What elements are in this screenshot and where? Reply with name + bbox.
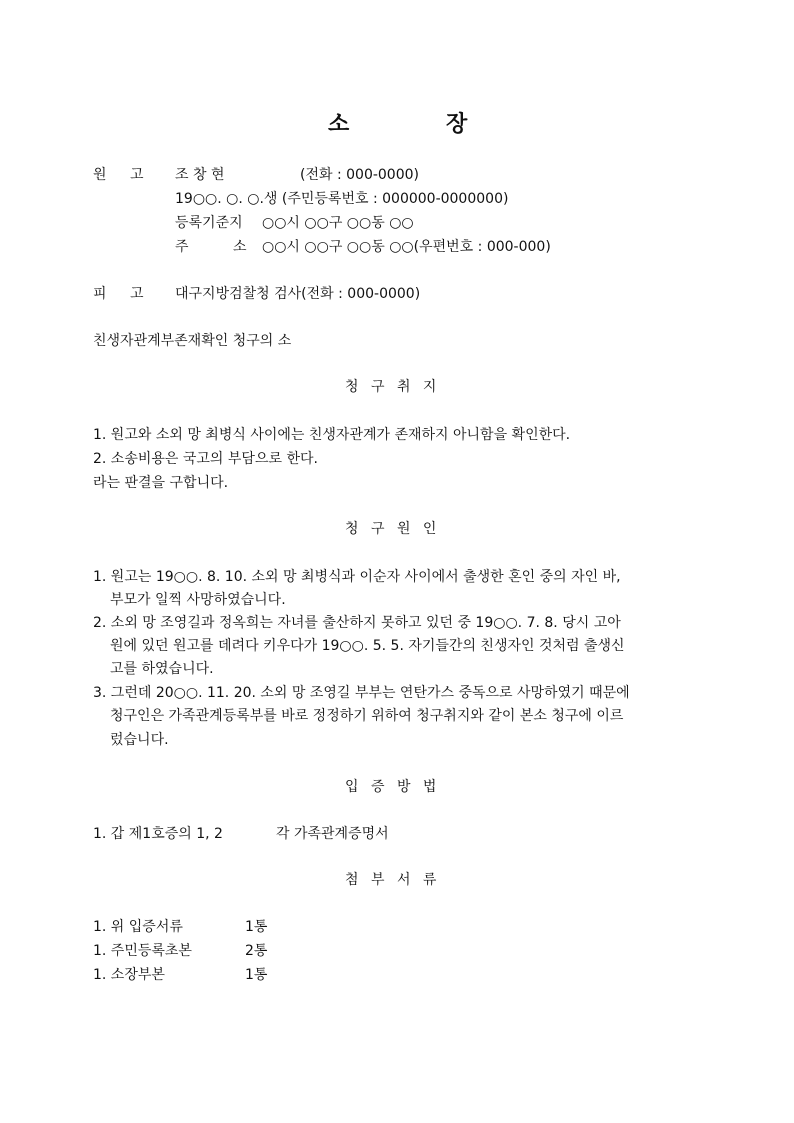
claim-cause-heading: 청 구 원 인 (345, 521, 437, 537)
defendant-value: 대구지방검찰청 검사(전화 : 000-0000) (175, 286, 421, 302)
plaintiff-name: 조 창 현 (175, 167, 225, 183)
title-left: 소 (328, 112, 350, 137)
evidence-desc: 각 가족관계증명서 (276, 826, 389, 842)
plaintiff-birth: 19○○. ○. ○.생 (주민등록번호 : 000000-0000000) (175, 191, 509, 207)
claim-purpose-item: 1. 원고와 소외 망 최병식 사이에는 친생자관계가 존재하지 아니함을 확인한다. (93, 427, 571, 443)
attachment-name: 1. 소장부본 (93, 967, 165, 983)
case-title: 친생자관계부존재확인 청구의 소 (93, 333, 292, 349)
plaintiff-phone: (전화 : 000-0000) (300, 167, 419, 183)
title-right: 장 (446, 112, 468, 137)
attachment-name: 1. 위 입증서류 (93, 919, 183, 935)
address-value: ○○시 ○○구 ○○동 ○○(우편번호 : 000-000) (262, 239, 551, 255)
claim-cause-line: 2. 소외 망 조영길과 정옥희는 자녀를 출산하지 못하고 있던 중 19○○. 7. 8. 당시 고아 (93, 615, 621, 631)
address-label-2: 소 (233, 239, 247, 255)
attachments-heading: 첨 부 서 류 (345, 872, 437, 888)
attachment-count: 1통 (245, 919, 268, 935)
claim-cause-line: 청구인은 가족관계등록부를 바로 정정하기 위하여 청구취지와 같이 본소 청구에 이르 (110, 708, 624, 724)
attachment-name: 1. 주민등록초본 (93, 943, 192, 959)
claim-cause-line: 부모가 일찍 사망하였습니다. (110, 592, 286, 608)
claim-cause-line: 고를 하였습니다. (110, 661, 214, 677)
claim-purpose-heading: 청 구 취 지 (345, 379, 437, 395)
claim-purpose-item: 라는 판결을 구합니다. (93, 475, 229, 491)
attachment-count: 1통 (245, 967, 268, 983)
plaintiff-label-2: 고 (130, 167, 144, 183)
plaintiff-label-1: 원 (93, 167, 107, 183)
claim-cause-line: 원에 있던 원고를 데려다 키우다가 19○○. 5. 5. 자기들간의 친생자인 것처럼 출생신 (110, 638, 625, 654)
registry-value: ○○시 ○○구 ○○동 ○○ (262, 215, 414, 231)
address-label-1: 주 (175, 239, 189, 255)
evidence-item: 1. 갑 제1호증의 1, 2 (93, 826, 223, 842)
attachment-count: 2통 (245, 943, 268, 959)
claim-purpose-item: 2. 소송비용은 국고의 부담으로 한다. (93, 451, 318, 467)
claim-cause-line: 1. 원고는 19○○. 8. 10. 소외 망 최병식과 이순자 사이에서 출생한 혼인 중의 자인 바, (93, 569, 621, 585)
evidence-heading: 입 증 방 법 (345, 779, 437, 795)
defendant-label-2: 고 (130, 286, 144, 302)
defendant-label-1: 피 (93, 286, 107, 302)
claim-cause-line: 렀습니다. (110, 732, 169, 748)
claim-cause-line: 3. 그런데 20○○. 11. 20. 소외 망 조영길 부부는 연탄가스 중독으로 사망하였기 때문에 (93, 685, 630, 701)
registry-label: 등록기준지 (175, 215, 243, 231)
